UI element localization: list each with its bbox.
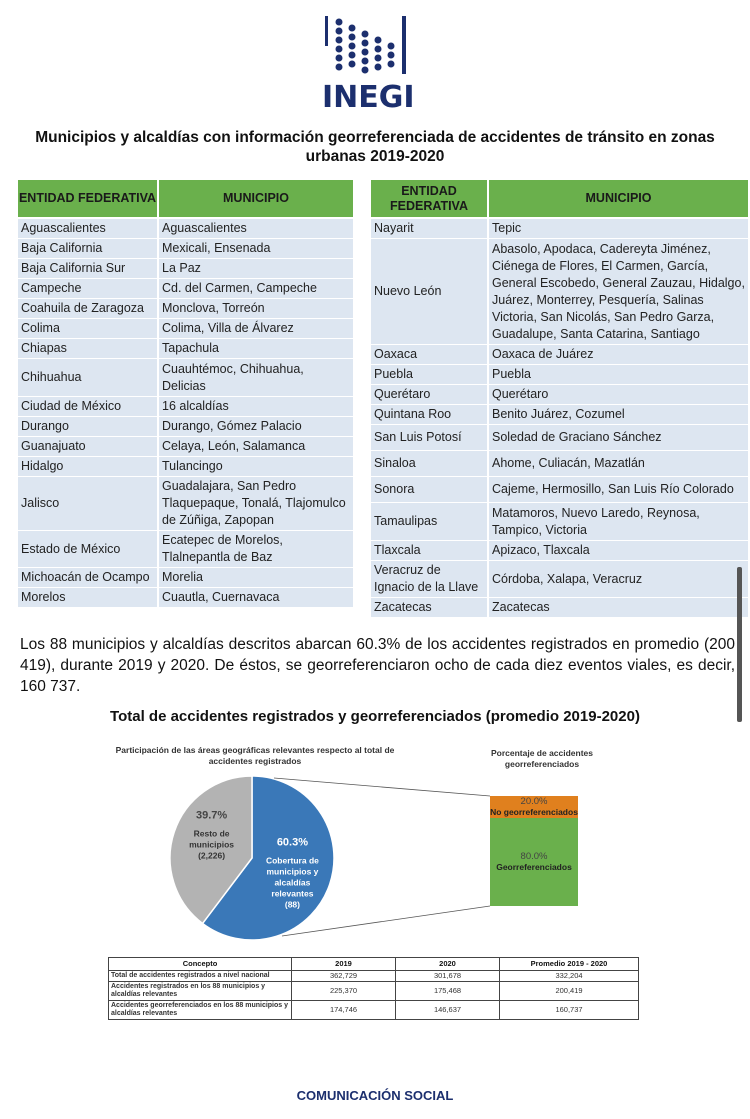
municipio-cell: Durango, Gómez Palacio <box>158 417 354 437</box>
entidad-cell: San Luis Potosí <box>371 425 488 451</box>
municipio-cell: Tapachula <box>158 339 354 359</box>
municipio-cell: Tulancingo <box>158 457 354 477</box>
entidad-cell: Morelos <box>18 588 158 608</box>
municipio-cell: Córdoba, Xalapa, Veracruz <box>488 561 749 598</box>
chart-label: municipios <box>189 839 235 850</box>
entidad-cell: Tamaulipas <box>371 503 488 541</box>
entidad-cell: Hidalgo <box>18 457 158 477</box>
entidad-cell: Oaxaca <box>371 345 488 365</box>
table-row <box>18 477 354 531</box>
chart-label: relevantes <box>271 888 314 899</box>
municipio-cell: Colima, Villa de Álvarez <box>158 319 354 339</box>
municipio-cell: Cd. del Carmen, Campeche <box>158 279 354 299</box>
municipio-cell: Ahome, Culiacán, Mazatlán <box>488 451 749 477</box>
chart-label: 20.0% <box>520 796 548 807</box>
logo-text: INEGI <box>322 80 415 115</box>
value-cell: 146,637 <box>396 1001 500 1020</box>
entidad-cell: Chihuahua <box>18 359 158 397</box>
entidad-cell: Nayarit <box>371 218 488 239</box>
table-row <box>371 561 749 598</box>
table-row <box>371 405 749 425</box>
concepto-cell: Accidentes georreferenciados en los 88 municipios y alcaldías relevantes <box>109 1001 292 1020</box>
table-row <box>18 218 354 239</box>
entidad-cell: Chiapas <box>18 339 158 359</box>
value-cell: 160,737 <box>500 1001 639 1020</box>
table-row <box>109 982 639 1001</box>
table-row <box>18 279 354 299</box>
entidad-cell: Colima <box>18 319 158 339</box>
table-row <box>18 531 354 568</box>
municipio-cell: Cajeme, Hermosillo, San Luis Río Colorado <box>488 477 749 503</box>
acc-header-cell: Promedio 2019 - 2020 <box>500 958 639 971</box>
section-title: Total de accidentes registrados y georreferenciados (promedio 2019-2020) <box>110 708 640 725</box>
table-row <box>18 259 354 279</box>
concepto-cell: Accidentes registrados en los 88 municipios y alcaldías relevantes <box>109 982 292 1001</box>
entidad-cell: Tlaxcala <box>371 541 488 561</box>
table-row <box>18 457 354 477</box>
municipio-cell: Soledad de Graciano Sánchez <box>488 425 749 451</box>
municipio-cell: Ecatepec de Morelos, Tlalnepantla de Baz <box>158 531 354 568</box>
entidad-cell: Baja California Sur <box>18 259 158 279</box>
value-cell: 175,468 <box>396 982 500 1001</box>
entidad-cell: Estado de México <box>18 531 158 568</box>
municipio-cell: Guadalajara, San Pedro Tlaquepaque, Tonalá, Tlajomulco de Zúñiga, Zapopan <box>158 477 354 531</box>
municipios-table-right <box>371 180 750 618</box>
municipio-cell: Puebla <box>488 365 749 385</box>
municipio-cell: Morelia <box>158 568 354 588</box>
entidad-cell: Aguascalientes <box>18 218 158 239</box>
table-row <box>18 239 354 259</box>
municipio-cell: Apizaco, Tlaxcala <box>488 541 749 561</box>
chart-label: Resto de <box>193 828 230 839</box>
table-row <box>371 239 749 345</box>
municipio-cell: Monclova, Torreón <box>158 299 354 319</box>
entidad-cell: Coahuila de Zaragoza <box>18 299 158 319</box>
chart-label: 60.3% <box>276 836 309 849</box>
value-cell: 332,204 <box>500 971 639 982</box>
inegi-logo <box>322 14 415 115</box>
municipio-cell: La Paz <box>158 259 354 279</box>
municipio-cell: Mexicali, Ensenada <box>158 239 354 259</box>
table-row <box>18 397 354 417</box>
value-cell: 301,678 <box>396 971 500 982</box>
scrollbar[interactable] <box>737 567 742 722</box>
table-row <box>18 339 354 359</box>
header-municipio: MUNICIPIO <box>158 180 354 218</box>
table-row <box>371 451 749 477</box>
header-entidad: ENTIDAD FEDERATIVA <box>371 180 488 218</box>
table-row <box>18 437 354 457</box>
entidad-cell: Querétaro <box>371 385 488 405</box>
chart-label: 80.0% <box>520 851 548 862</box>
municipio-cell: Tepic <box>488 218 749 239</box>
table-row <box>18 359 354 397</box>
entidad-cell: Sonora <box>371 477 488 503</box>
entidad-cell: Puebla <box>371 365 488 385</box>
pie-chart <box>170 776 334 940</box>
table-row <box>18 417 354 437</box>
chart-label: (88) <box>284 899 300 910</box>
table-row <box>371 503 749 541</box>
table-row <box>371 425 749 451</box>
table-row <box>371 345 749 365</box>
municipio-cell: Oaxaca de Juárez <box>488 345 749 365</box>
chart-label: alcaldías <box>274 877 311 888</box>
value-cell: 362,729 <box>292 971 396 982</box>
header-municipio: MUNICIPIO <box>488 180 749 218</box>
entidad-cell: Jalisco <box>18 477 158 531</box>
entidad-cell: Michoacán de Ocampo <box>18 568 158 588</box>
chart-label: (2,226) <box>198 850 226 861</box>
connector-line <box>274 778 490 796</box>
table-row <box>18 568 354 588</box>
municipio-cell: Querétaro <box>488 385 749 405</box>
entidad-cell: Quintana Roo <box>371 405 488 425</box>
page-title: Municipios y alcaldías con información georreferenciada de accidentes de tránsito en zonas urbanas 2019-2020 <box>35 129 715 165</box>
municipio-cell: Aguascalientes <box>158 218 354 239</box>
municipio-cell: Zacatecas <box>488 598 749 618</box>
value-cell: 225,370 <box>292 982 396 1001</box>
table-row <box>109 971 639 982</box>
entidad-cell: Ciudad de México <box>18 397 158 417</box>
entidad-cell: Sinaloa <box>371 451 488 477</box>
table-row <box>371 218 749 239</box>
acc-header-cell: 2019 <box>292 958 396 971</box>
chart-label: Georreferenciados <box>496 862 572 872</box>
table-row <box>18 588 354 608</box>
chart-label: municipios y <box>266 866 319 877</box>
municipio-cell: Cuautla, Cuernavaca <box>158 588 354 608</box>
table-row <box>371 365 749 385</box>
summary-paragraph: Los 88 municipios y alcaldías descritos abarcan 60.3% de los accidentes registrados en promedio (200 419), durante 2019 y 2020. De éstos, se georreferenciaron ocho de cada diez eventos viales, es decir, 160 737. <box>20 636 735 695</box>
table-row <box>109 1001 639 1020</box>
municipio-cell: Cuauhtémoc, Chihuahua, Delicias <box>158 359 354 397</box>
table-row <box>371 541 749 561</box>
municipio-cell: 16 alcaldías <box>158 397 354 417</box>
municipio-cell: Abasolo, Apodaca, Cadereyta Jiménez, Ciénega de Flores, El Carmen, García, General Escobedo, General Zauzau, Hidalgo, Juárez, Monterrey, Pesquería, Salinas Victoria, San Nicolás, San Pedro Garza, Guadalupe, Santa Catarina, Santiago <box>488 239 749 345</box>
inegi-dots-icon <box>322 14 412 76</box>
entidad-cell: Veracruz de Ignacio de la Llave <box>371 561 488 598</box>
municipio-cell: Benito Juárez, Cozumel <box>488 405 749 425</box>
footer: COMUNICACIÓN SOCIAL <box>296 1088 454 1103</box>
value-cell: 200,419 <box>500 982 639 1001</box>
pie-caption: Participación de las áreas geográficas relevantes respecto al total de accidentes registrados <box>115 745 395 766</box>
bar-caption: Porcentaje de accidentes georreferenciados <box>490 748 594 769</box>
entidad-cell: Durango <box>18 417 158 437</box>
accidents-chart <box>160 770 620 950</box>
chart-label: Cobertura de <box>265 855 319 866</box>
concepto-cell: Total de accidentes registrados a nivel nacional <box>109 971 292 982</box>
entidad-cell: Nuevo León <box>371 239 488 345</box>
acc-header-cell: 2020 <box>396 958 500 971</box>
acc-header-cell: Concepto <box>109 958 292 971</box>
header-entidad: ENTIDAD FEDERATIVA <box>18 180 158 218</box>
entidad-cell: Guanajuato <box>18 437 158 457</box>
entidad-cell: Zacatecas <box>371 598 488 618</box>
chart-label: No georreferenciados <box>490 807 578 817</box>
value-cell: 174,746 <box>292 1001 396 1020</box>
chart-label: 39.7% <box>195 809 228 822</box>
entidad-cell: Baja California <box>18 239 158 259</box>
table-row <box>371 477 749 503</box>
table-row <box>18 319 354 339</box>
municipios-table-left <box>18 180 355 608</box>
entidad-cell: Campeche <box>18 279 158 299</box>
municipio-cell: Matamoros, Nuevo Laredo, Reynosa, Tampico, Victoria <box>488 503 749 541</box>
municipio-cell: Celaya, León, Salamanca <box>158 437 354 457</box>
accidents-table <box>108 957 639 1020</box>
table-row <box>18 299 354 319</box>
table-row <box>371 385 749 405</box>
table-row <box>371 598 749 618</box>
